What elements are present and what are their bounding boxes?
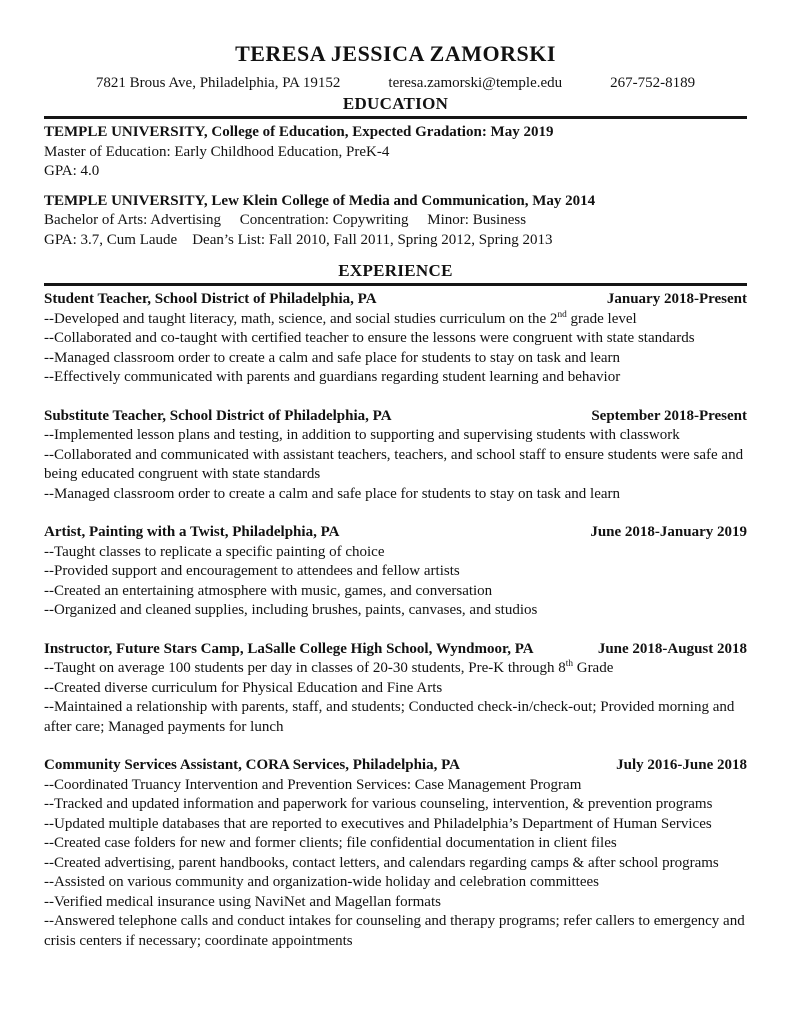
job-bullet: --Created diverse curriculum for Physical Education and Fine Arts bbox=[44, 679, 443, 696]
job-dates: June 2018-August 2018 bbox=[597, 640, 747, 657]
job-bullet: --Managed classroom order to create a calm and safe place for students to stay on task and learn bbox=[44, 349, 621, 366]
job-entry-student-teacher bbox=[44, 290, 747, 388]
job-title: Community Services Assistant, CORA Services, Philadelphia, PA bbox=[44, 757, 460, 774]
job-bullet: --Coordinated Truancy Intervention and Prevention Services: Case Management Program bbox=[44, 776, 582, 793]
job-title: Instructor, Future Stars Camp, LaSalle College High School, Wyndmoor, PA bbox=[44, 640, 534, 657]
job-dates: June 2018-January 2019 bbox=[590, 524, 747, 541]
job-entry-community-services-assistant bbox=[44, 756, 747, 951]
education-section-heading: EDUCATION bbox=[44, 93, 747, 119]
job-bullet: --Tracked and updated information and paperwork for various counseling, intervention, & prevention programs bbox=[44, 796, 713, 813]
job-title: Substitute Teacher, School District of Philadelphia, PA bbox=[44, 407, 392, 424]
contact-address: 7821 Brous Ave, Philadelphia, PA 19152 bbox=[95, 74, 341, 91]
education-gpa-line: GPA: 4.0 bbox=[44, 163, 100, 180]
education-entry-masters bbox=[44, 123, 747, 182]
contact-email: teresa.zamorski@temple.edu bbox=[388, 74, 563, 91]
job-bullet: --Collaborated and communicated with assistant teachers, teachers, and school staff to ensure students were safe and being educated congruent with state standards bbox=[44, 446, 747, 483]
job-bullet: --Maintained a relationship with parents, staff, and students; Conducted check-in/check-out; Provided morning and after care; Managed payments for lunch bbox=[44, 699, 739, 735]
job-entry-substitute-teacher bbox=[44, 407, 747, 505]
job-bullet: --Developed and taught literacy, math, science, and social studies curriculum on the 2nd grade level bbox=[44, 309, 637, 327]
contact-line bbox=[44, 74, 747, 94]
job-title: Student Teacher, School District of Philadelphia, PA bbox=[44, 291, 377, 308]
job-bullet: --Collaborated and co-taught with certified teacher to ensure the lessons were congruent with state standards bbox=[44, 330, 695, 347]
job-header bbox=[44, 640, 747, 660]
job-header bbox=[44, 407, 747, 427]
education-degree-line: Master of Education: Early Childhood Education, PreK-4 bbox=[44, 143, 390, 160]
job-bullet: --Created case folders for new and former clients; file confidential documentation in client files bbox=[44, 835, 617, 852]
job-bullet: --Organized and cleaned supplies, including brushes, paints, canvases, and studios bbox=[44, 602, 538, 619]
education-entry-title: TEMPLE UNIVERSITY, Lew Klein College of Media and Communication, May 2014 bbox=[44, 192, 596, 209]
education-entry-title: TEMPLE UNIVERSITY, College of Education, Expected Gradation: May 2019 bbox=[44, 124, 554, 141]
job-header bbox=[44, 756, 747, 776]
job-bullet: --Updated multiple databases that are reported to executives and Philadelphia’s Department of Human Services bbox=[44, 815, 712, 832]
education-degree-line: Bachelor of Arts: Advertising Concentration: Copywriting Minor: Business bbox=[44, 212, 527, 229]
experience-section-heading: EXPERIENCE bbox=[44, 260, 747, 286]
job-dates: July 2016-June 2018 bbox=[616, 757, 747, 774]
job-bullet: --Answered telephone calls and conduct intakes for counseling and therapy programs; refer callers to emergency and crisis centers if necessary; coordinate appointments bbox=[44, 913, 749, 949]
education-entry-bachelors bbox=[44, 192, 747, 251]
job-bullet: --Provided support and encouragement to attendees and fellow artists bbox=[44, 563, 460, 580]
education-gpa-line: GPA: 3.7, Cum Laude Dean’s List: Fall 2010, Fall 2011, Spring 2012, Spring 2013 bbox=[44, 231, 553, 248]
job-dates: January 2018-Present bbox=[606, 291, 747, 308]
job-bullet: --Effectively communicated with parents and guardians regarding student learning and behavior bbox=[44, 369, 621, 386]
job-bullet: --Managed classroom order to create a calm and safe place for students to stay on task and learn bbox=[44, 485, 621, 502]
job-entry-artist bbox=[44, 523, 747, 621]
job-bullet: --Created advertising, parent handbooks, contact letters, and calendars regarding camps & after school programs bbox=[44, 854, 719, 871]
resume-name: TERESA JESSICA ZAMORSKI bbox=[235, 41, 556, 66]
job-bullet: --Verified medical insurance using NaviNet and Magellan formats bbox=[44, 893, 441, 910]
job-title: Artist, Painting with a Twist, Philadelphia, PA bbox=[44, 524, 340, 541]
job-bullet: --Created an entertaining atmosphere with music, games, and conversation bbox=[44, 582, 493, 599]
job-bullet: --Implemented lesson plans and testing, in addition to supporting and supervising students with classwork bbox=[44, 427, 680, 444]
experience-jobs bbox=[44, 290, 747, 951]
job-bullet: --Taught on average 100 students per day in classes of 20-30 students, Pre-K through 8th Grade bbox=[44, 659, 614, 677]
job-header bbox=[44, 523, 747, 543]
job-bullet: --Assisted on various community and organization-wide holiday and celebration committees bbox=[44, 874, 599, 891]
job-entry-instructor bbox=[44, 640, 747, 738]
job-bullet: --Taught classes to replicate a specific painting of choice bbox=[44, 543, 385, 560]
job-dates: September 2018-Present bbox=[591, 407, 747, 424]
contact-phone: 267-752-8189 bbox=[610, 74, 696, 91]
job-header bbox=[44, 290, 747, 310]
